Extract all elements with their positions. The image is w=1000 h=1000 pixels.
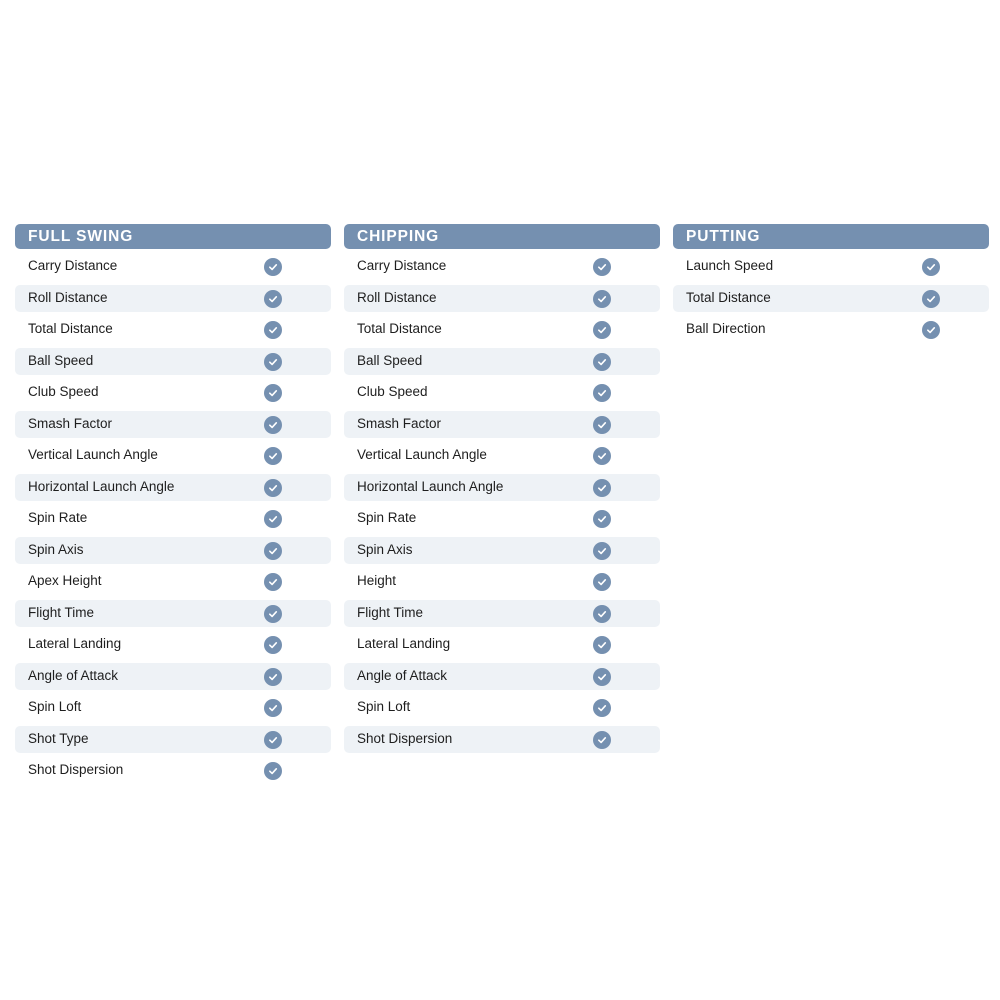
metric-row bbox=[15, 379, 331, 407]
metric-row bbox=[344, 694, 660, 722]
column-full-swing bbox=[15, 224, 331, 789]
metric-row bbox=[344, 253, 660, 281]
metric-label: Roll Distance bbox=[357, 289, 437, 305]
check-circle-icon bbox=[593, 416, 611, 434]
check-circle-icon bbox=[264, 321, 282, 339]
check-circle-icon bbox=[264, 762, 282, 780]
metric-row bbox=[344, 726, 660, 754]
metric-row bbox=[673, 253, 989, 281]
metric-row bbox=[15, 316, 331, 344]
check-circle-icon bbox=[593, 290, 611, 308]
metric-label: Club Speed bbox=[28, 384, 99, 399]
metric-row bbox=[15, 474, 331, 502]
check-circle-icon bbox=[264, 542, 282, 560]
check-circle-icon bbox=[264, 699, 282, 717]
check-circle-icon bbox=[264, 479, 282, 497]
metric-list bbox=[344, 249, 660, 753]
metric-row bbox=[15, 505, 331, 533]
metric-row bbox=[344, 537, 660, 565]
metric-row bbox=[344, 316, 660, 344]
check-circle-icon bbox=[264, 353, 282, 371]
metric-label: Carry Distance bbox=[28, 258, 118, 273]
metric-row bbox=[15, 285, 331, 313]
metric-row bbox=[15, 694, 331, 722]
metric-label: Total Distance bbox=[686, 289, 771, 305]
metric-row bbox=[673, 316, 989, 344]
metric-row bbox=[15, 726, 331, 754]
column-title: FULL SWING bbox=[15, 224, 331, 249]
metric-label: Carry Distance bbox=[357, 258, 447, 273]
metric-label: Spin Rate bbox=[357, 510, 417, 525]
metric-row bbox=[344, 474, 660, 502]
metric-label: Lateral Landing bbox=[357, 636, 451, 651]
metric-label: Total Distance bbox=[28, 321, 113, 336]
metric-row bbox=[15, 411, 331, 439]
metric-label: Shot Dispersion bbox=[28, 762, 124, 777]
metric-label: Angle of Attack bbox=[357, 667, 448, 683]
metric-label: Horizontal Launch Angle bbox=[28, 478, 175, 494]
metric-row bbox=[15, 600, 331, 628]
check-circle-icon bbox=[264, 636, 282, 654]
metric-label: Launch Speed bbox=[686, 258, 774, 273]
check-circle-icon bbox=[593, 353, 611, 371]
metric-label: Total Distance bbox=[357, 321, 442, 336]
check-circle-icon bbox=[264, 290, 282, 308]
metric-label: Shot Dispersion bbox=[357, 730, 453, 746]
metric-row bbox=[15, 442, 331, 470]
check-circle-icon bbox=[593, 447, 611, 465]
metric-row bbox=[344, 600, 660, 628]
metric-row bbox=[344, 631, 660, 659]
check-circle-icon bbox=[922, 321, 940, 339]
check-circle-icon bbox=[593, 384, 611, 402]
check-circle-icon bbox=[593, 321, 611, 339]
metric-row bbox=[15, 348, 331, 376]
metric-row bbox=[344, 505, 660, 533]
metric-label: Smash Factor bbox=[28, 415, 113, 431]
check-circle-icon bbox=[264, 605, 282, 623]
metric-row bbox=[15, 568, 331, 596]
check-circle-icon bbox=[593, 510, 611, 528]
metric-row bbox=[15, 537, 331, 565]
metric-label: Horizontal Launch Angle bbox=[357, 478, 504, 494]
metric-list bbox=[673, 249, 989, 344]
check-circle-icon bbox=[593, 668, 611, 686]
check-circle-icon bbox=[593, 699, 611, 717]
check-circle-icon bbox=[922, 258, 940, 276]
check-circle-icon bbox=[593, 573, 611, 591]
metric-label: Spin Axis bbox=[28, 541, 84, 557]
metric-row bbox=[344, 348, 660, 376]
metric-row bbox=[344, 379, 660, 407]
metric-label: Club Speed bbox=[357, 384, 428, 399]
metric-label: Flight Time bbox=[357, 604, 424, 620]
check-circle-icon bbox=[593, 636, 611, 654]
metric-list bbox=[15, 249, 331, 785]
metric-label: Roll Distance bbox=[28, 289, 108, 305]
metric-row bbox=[344, 568, 660, 596]
metric-label: Smash Factor bbox=[357, 415, 442, 431]
check-circle-icon bbox=[264, 573, 282, 591]
check-circle-icon bbox=[593, 605, 611, 623]
check-circle-icon bbox=[593, 479, 611, 497]
metric-row bbox=[15, 631, 331, 659]
metric-label: Spin Loft bbox=[357, 699, 411, 714]
metric-row bbox=[344, 285, 660, 313]
metric-label: Shot Type bbox=[28, 730, 89, 746]
check-circle-icon bbox=[593, 542, 611, 560]
metric-label: Spin Rate bbox=[28, 510, 88, 525]
check-circle-icon bbox=[264, 416, 282, 434]
column-putting bbox=[673, 224, 989, 789]
metric-row bbox=[344, 442, 660, 470]
check-circle-icon bbox=[922, 290, 940, 308]
metric-row bbox=[344, 663, 660, 691]
column-title: CHIPPING bbox=[344, 224, 660, 249]
metric-label: Vertical Launch Angle bbox=[357, 447, 487, 462]
check-circle-icon bbox=[264, 510, 282, 528]
metric-row bbox=[673, 285, 989, 313]
metric-label: Flight Time bbox=[28, 604, 95, 620]
metric-label: Spin Axis bbox=[357, 541, 413, 557]
check-circle-icon bbox=[264, 258, 282, 276]
check-circle-icon bbox=[264, 668, 282, 686]
metric-label: Apex Height bbox=[28, 573, 102, 588]
feature-columns bbox=[15, 224, 988, 789]
metric-label: Angle of Attack bbox=[28, 667, 119, 683]
column-title: PUTTING bbox=[673, 224, 989, 249]
column-chipping bbox=[344, 224, 660, 789]
metric-row bbox=[15, 757, 331, 785]
metric-label: Height bbox=[357, 573, 397, 588]
check-circle-icon bbox=[264, 447, 282, 465]
metric-label: Spin Loft bbox=[28, 699, 82, 714]
metric-label: Ball Direction bbox=[686, 321, 766, 336]
check-circle-icon bbox=[264, 384, 282, 402]
metric-row bbox=[15, 663, 331, 691]
check-circle-icon bbox=[264, 731, 282, 749]
metric-label: Vertical Launch Angle bbox=[28, 447, 158, 462]
metric-label: Ball Speed bbox=[28, 352, 94, 368]
metric-row bbox=[344, 411, 660, 439]
metric-row bbox=[15, 253, 331, 281]
check-circle-icon bbox=[593, 731, 611, 749]
check-circle-icon bbox=[593, 258, 611, 276]
metric-label: Ball Speed bbox=[357, 352, 423, 368]
metric-label: Lateral Landing bbox=[28, 636, 122, 651]
